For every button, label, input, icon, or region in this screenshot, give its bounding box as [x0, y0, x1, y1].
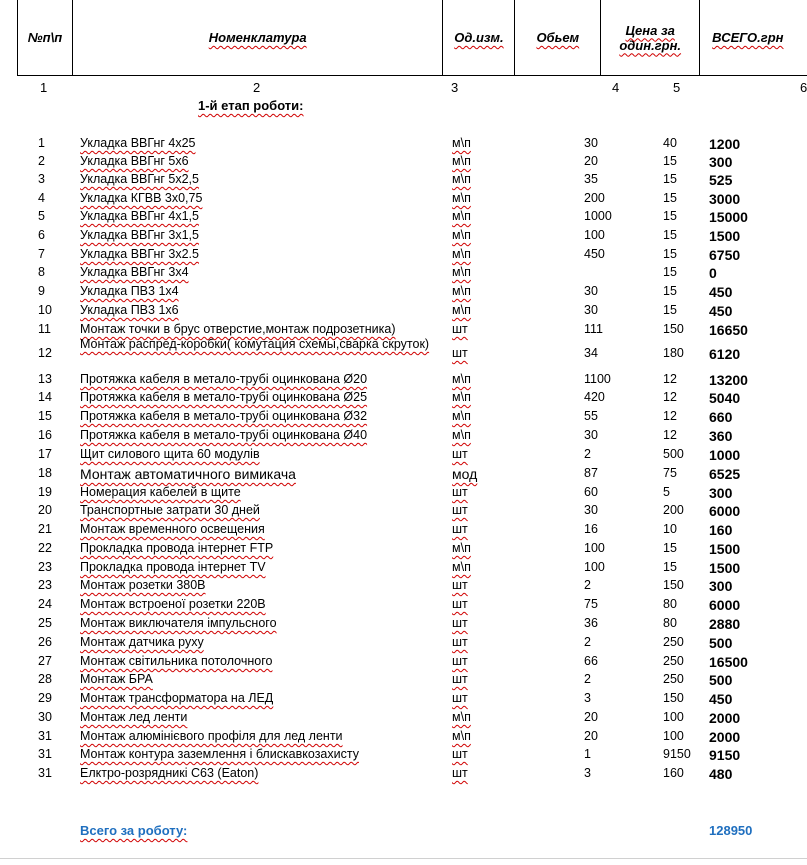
row-unit: м\п	[452, 541, 471, 555]
row-number: 28	[38, 672, 52, 686]
column-number-5: 5	[673, 80, 681, 95]
row-total: 660	[709, 409, 733, 425]
row-total: 16500	[709, 654, 748, 670]
header-price: Цена за один.грн.	[601, 0, 700, 75]
row-price: 100	[663, 729, 684, 743]
row-price: 80	[663, 616, 677, 630]
row-name: Монтаж контура заземлення і блискавкозахисту	[80, 747, 359, 761]
row-price: 9150	[663, 747, 691, 761]
row-total: 1500	[709, 228, 741, 244]
row-qty: 100	[584, 228, 605, 242]
row-qty: 2	[584, 447, 591, 461]
row-unit: м\п	[452, 560, 471, 574]
row-number: 8	[38, 265, 45, 279]
summary-value: 128950	[709, 823, 753, 838]
row-name: Монтаж розетки 380В	[80, 578, 206, 592]
row-qty: 2	[584, 635, 591, 649]
row-unit: м\п	[452, 409, 471, 423]
row-price: 250	[663, 635, 684, 649]
header-name: Номенклатура	[73, 0, 444, 75]
row-name: Монтаж встроеної розетки 220В	[80, 597, 266, 611]
row-number: 31	[38, 747, 52, 761]
table-row	[0, 635, 807, 653]
row-qty: 16	[584, 522, 598, 536]
row-number: 23	[38, 560, 52, 574]
row-unit: м\п	[452, 209, 471, 223]
column-number-1: 1	[40, 80, 48, 95]
row-price: 200	[663, 503, 684, 517]
row-name: Укладка ВВГнг 5х2,5	[80, 172, 199, 186]
row-total: 480	[709, 766, 733, 782]
row-total: 1200	[709, 136, 741, 152]
row-price: 180	[663, 346, 684, 360]
row-unit: шт	[452, 578, 468, 592]
row-price: 10	[663, 522, 677, 536]
table-row	[0, 597, 807, 615]
row-price: 80	[663, 597, 677, 611]
row-name: Укладка ПВ3 1х6	[80, 303, 179, 317]
row-total: 6000	[709, 503, 741, 519]
row-name: Монтаж лед ленти	[80, 710, 188, 724]
row-qty: 30	[584, 428, 598, 442]
row-price: 160	[663, 766, 684, 780]
row-number: 2	[38, 154, 45, 168]
row-name: Укладка ВВГнг 4х25	[80, 136, 196, 150]
table-row	[0, 766, 807, 784]
row-name: Монтаж распред-коробки( комутация схемы,сварка скруток)	[80, 337, 430, 351]
row-number: 13	[38, 372, 52, 386]
row-number: 4	[38, 191, 45, 205]
table-row	[0, 284, 807, 302]
row-price: 15	[663, 284, 677, 298]
row-total: 6000	[709, 597, 741, 613]
table-row	[0, 729, 807, 747]
row-unit: шт	[452, 747, 468, 761]
row-number: 19	[38, 485, 52, 499]
row-total: 160	[709, 522, 733, 538]
row-number: 27	[38, 654, 52, 668]
row-total: 1500	[709, 541, 741, 557]
row-unit: шт	[452, 447, 468, 461]
row-unit: шт	[452, 346, 468, 360]
row-name: Укладка ВВГнг 4х1,5	[80, 209, 199, 223]
row-price: 15	[663, 247, 677, 261]
row-qty: 66	[584, 654, 598, 668]
table-row	[0, 247, 807, 265]
row-qty: 450	[584, 247, 605, 261]
row-name: Укладка ВВГнг 5х6	[80, 154, 189, 168]
row-total: 3000	[709, 191, 741, 207]
row-number: 6	[38, 228, 45, 242]
row-number: 24	[38, 597, 52, 611]
row-qty: 35	[584, 172, 598, 186]
row-number: 17	[38, 447, 52, 461]
table-row	[0, 522, 807, 540]
row-price: 15	[663, 265, 677, 279]
row-number: 7	[38, 247, 45, 261]
row-name: Елктро-розрядникі С63 (Eaton)	[80, 766, 259, 780]
row-total: 300	[709, 485, 733, 501]
table-row	[0, 172, 807, 190]
table-row	[0, 466, 807, 484]
row-number: 3	[38, 172, 45, 186]
row-total: 9150	[709, 747, 741, 763]
row-qty: 1000	[584, 209, 612, 223]
row-total: 6120	[709, 346, 741, 362]
row-name: Монтаж трансформатора на ЛЕД	[80, 691, 274, 705]
row-qty: 3	[584, 691, 591, 705]
row-number: 26	[38, 635, 52, 649]
row-name: Монтаж БРА	[80, 672, 153, 686]
table-row	[0, 303, 807, 321]
row-total: 0	[709, 265, 717, 281]
table-row	[0, 691, 807, 709]
row-total: 5040	[709, 390, 741, 406]
row-qty: 30	[584, 284, 598, 298]
row-qty: 200	[584, 191, 605, 205]
row-unit: м\п	[452, 172, 471, 186]
row-number: 10	[38, 303, 52, 317]
row-name: Укладка КГВВ 3х0,75	[80, 191, 203, 205]
row-unit: м\п	[452, 710, 471, 724]
row-number: 29	[38, 691, 52, 705]
row-price: 12	[663, 428, 677, 442]
row-unit: м\п	[452, 729, 471, 743]
row-qty: 34	[584, 346, 598, 360]
row-qty: 55	[584, 409, 598, 423]
row-name: Протяжка кабеля в метало-трубі оцинкована Ø20	[80, 372, 368, 386]
row-total: 500	[709, 672, 733, 688]
row-unit: шт	[452, 616, 468, 630]
row-name: Укладка ПВ3 1х4	[80, 284, 179, 298]
row-name: Протяжка кабеля в метало-трубі оцинкована Ø25	[80, 390, 368, 404]
table-row	[0, 209, 807, 227]
table-row	[0, 503, 807, 521]
row-name: Монтаж временного освещения	[80, 522, 265, 536]
row-total: 13200	[709, 372, 748, 388]
row-number: 16	[38, 428, 52, 442]
row-number: 22	[38, 541, 52, 555]
row-unit: шт	[452, 635, 468, 649]
row-number: 30	[38, 710, 52, 724]
row-price: 150	[663, 578, 684, 592]
row-qty: 1100	[584, 372, 611, 386]
row-price: 5	[663, 485, 670, 499]
row-price: 15	[663, 303, 677, 317]
row-qty: 20	[584, 710, 598, 724]
row-total: 1500	[709, 560, 741, 576]
row-number: 5	[38, 209, 45, 223]
table-row	[0, 228, 807, 246]
table-row	[0, 541, 807, 559]
row-qty: 30	[584, 503, 598, 517]
row-price: 100	[663, 710, 684, 724]
row-total: 360	[709, 428, 733, 444]
row-unit: м\п	[452, 303, 471, 317]
row-total: 525	[709, 172, 733, 188]
table-row	[0, 560, 807, 578]
table-row	[0, 747, 807, 765]
column-number-3: 3	[451, 80, 459, 95]
row-total: 15000	[709, 209, 748, 225]
row-price: 150	[663, 691, 684, 705]
row-unit: м\п	[452, 390, 471, 404]
row-price: 75	[663, 466, 677, 480]
row-price: 15	[663, 172, 677, 186]
table-row	[0, 672, 807, 690]
row-price: 15	[663, 541, 677, 555]
row-unit: шт	[452, 485, 468, 499]
table-row	[0, 390, 807, 408]
table-row	[0, 154, 807, 172]
row-number: 18	[38, 466, 52, 480]
row-number: 25	[38, 616, 52, 630]
table-row	[0, 265, 807, 283]
page-bottom-divider	[0, 858, 807, 859]
row-total: 450	[709, 284, 733, 300]
row-number: 14	[38, 390, 52, 404]
row-number: 12	[38, 346, 52, 360]
row-name: Щит силового щита 60 модулів	[80, 447, 260, 461]
row-price: 12	[663, 372, 677, 386]
row-number: 11	[38, 322, 51, 336]
row-number: 20	[38, 503, 52, 517]
row-price: 250	[663, 672, 684, 686]
row-price: 150	[663, 322, 684, 336]
table-row	[0, 372, 807, 390]
row-qty: 20	[584, 154, 598, 168]
row-price: 15	[663, 228, 677, 242]
row-number: 1	[38, 136, 45, 150]
row-price: 12	[663, 390, 677, 404]
row-name: Прокладка провода інтернет TV	[80, 560, 266, 574]
row-total: 2880	[709, 616, 741, 632]
row-total: 6750	[709, 247, 741, 263]
row-unit: шт	[452, 691, 468, 705]
row-unit: м\п	[452, 228, 471, 242]
row-qty: 75	[584, 597, 598, 611]
row-name: Монтаж датчика руху	[80, 635, 204, 649]
row-number: 31	[38, 729, 52, 743]
header-total: ВСЕГО.грн	[712, 30, 784, 45]
row-name: Монтаж алюмінієвого профіля для лед ленти	[80, 729, 343, 743]
row-qty: 3	[584, 766, 591, 780]
row-price: 15	[663, 191, 677, 205]
row-unit: шт	[452, 503, 468, 517]
row-price: 500	[663, 447, 684, 461]
row-name: Монтаж автоматичного вимикача	[80, 466, 296, 482]
row-name: Транспортные затрати 30 дней	[80, 503, 260, 517]
table-row	[0, 578, 807, 596]
row-name: Монтаж світильника потолочного	[80, 654, 273, 668]
table-header	[17, 0, 807, 76]
row-total: 2000	[709, 729, 741, 745]
row-unit: м\п	[452, 265, 471, 279]
table-row	[0, 337, 807, 364]
header-qty: Обьем	[515, 0, 601, 75]
row-qty: 20	[584, 729, 598, 743]
row-price: 15	[663, 560, 677, 574]
row-number: 15	[38, 409, 52, 423]
row-qty: 87	[584, 466, 598, 480]
row-price: 12	[663, 409, 677, 423]
row-unit: шт	[452, 654, 468, 668]
stage-title: 1-й етап роботи:	[198, 98, 304, 113]
header-unit: Од.изм.	[443, 0, 515, 75]
row-total: 450	[709, 691, 733, 707]
row-name: Монтаж точки в брус отверстие,монтаж подрозетника)	[80, 322, 396, 336]
row-unit: шт	[452, 597, 468, 611]
row-qty: 100	[584, 560, 605, 574]
row-total: 16650	[709, 322, 748, 338]
row-number: 9	[38, 284, 45, 298]
row-qty: 36	[584, 616, 598, 630]
row-name: Укладка ВВГнг 3х4	[80, 265, 189, 279]
table-row	[0, 447, 807, 465]
row-unit: м\п	[452, 284, 471, 298]
row-price: 15	[663, 154, 677, 168]
row-name: Монтаж виключателя імпульсного	[80, 616, 277, 630]
row-name: Протяжка кабеля в метало-трубі оцинкована Ø32	[80, 409, 368, 423]
row-qty: 2	[584, 672, 591, 686]
row-total: 1000	[709, 447, 741, 463]
row-price: 250	[663, 654, 684, 668]
row-name: Номерация кабелей в щите	[80, 485, 241, 499]
row-unit: шт	[452, 522, 468, 536]
row-number: 23	[38, 578, 52, 592]
header-num: №п\п	[18, 0, 73, 75]
row-qty: 30	[584, 303, 598, 317]
row-unit: м\п	[452, 191, 471, 205]
row-qty: 100	[584, 541, 605, 555]
row-name: Укладка ВВГнг 3х1,5	[80, 228, 199, 242]
row-unit: м\п	[452, 428, 471, 442]
row-price: 15	[663, 209, 677, 223]
column-number-6: 6	[800, 80, 807, 95]
table-row	[0, 136, 807, 154]
row-name: Прокладка провода інтернет FTP	[80, 541, 274, 555]
row-qty: 30	[584, 136, 598, 150]
row-total: 6525	[709, 466, 741, 482]
row-number: 21	[38, 522, 52, 536]
row-unit: м\п	[452, 372, 471, 386]
summary-label: Всего за роботу:	[80, 823, 188, 838]
row-qty: 60	[584, 485, 598, 499]
row-name: Протяжка кабеля в метало-трубі оцинкована Ø40	[80, 428, 368, 442]
row-unit: м\п	[452, 154, 471, 168]
column-number-2: 2	[253, 80, 261, 95]
row-qty: 111	[584, 322, 604, 336]
row-total: 300	[709, 578, 733, 594]
table-row	[0, 191, 807, 209]
row-unit: шт	[452, 766, 468, 780]
table-row	[0, 654, 807, 672]
row-qty: 1	[584, 747, 591, 761]
table-row	[0, 428, 807, 446]
row-total: 500	[709, 635, 733, 651]
row-qty: 2	[584, 578, 591, 592]
row-unit: шт	[452, 672, 468, 686]
table-row	[0, 616, 807, 634]
row-unit: шт	[452, 322, 468, 336]
row-unit: мод	[452, 466, 478, 482]
column-number-4: 4	[612, 80, 620, 95]
row-price: 40	[663, 136, 677, 150]
row-total: 450	[709, 303, 733, 319]
row-name: Укладка ВВГнг 3х2.5	[80, 247, 199, 261]
table-row	[0, 409, 807, 427]
row-total: 300	[709, 154, 733, 170]
row-total: 2000	[709, 710, 741, 726]
row-number: 31	[38, 766, 52, 780]
row-unit: м\п	[452, 247, 471, 261]
row-qty: 420	[584, 390, 605, 404]
table-row	[0, 710, 807, 728]
row-unit: м\п	[452, 136, 471, 150]
table-row	[0, 485, 807, 503]
